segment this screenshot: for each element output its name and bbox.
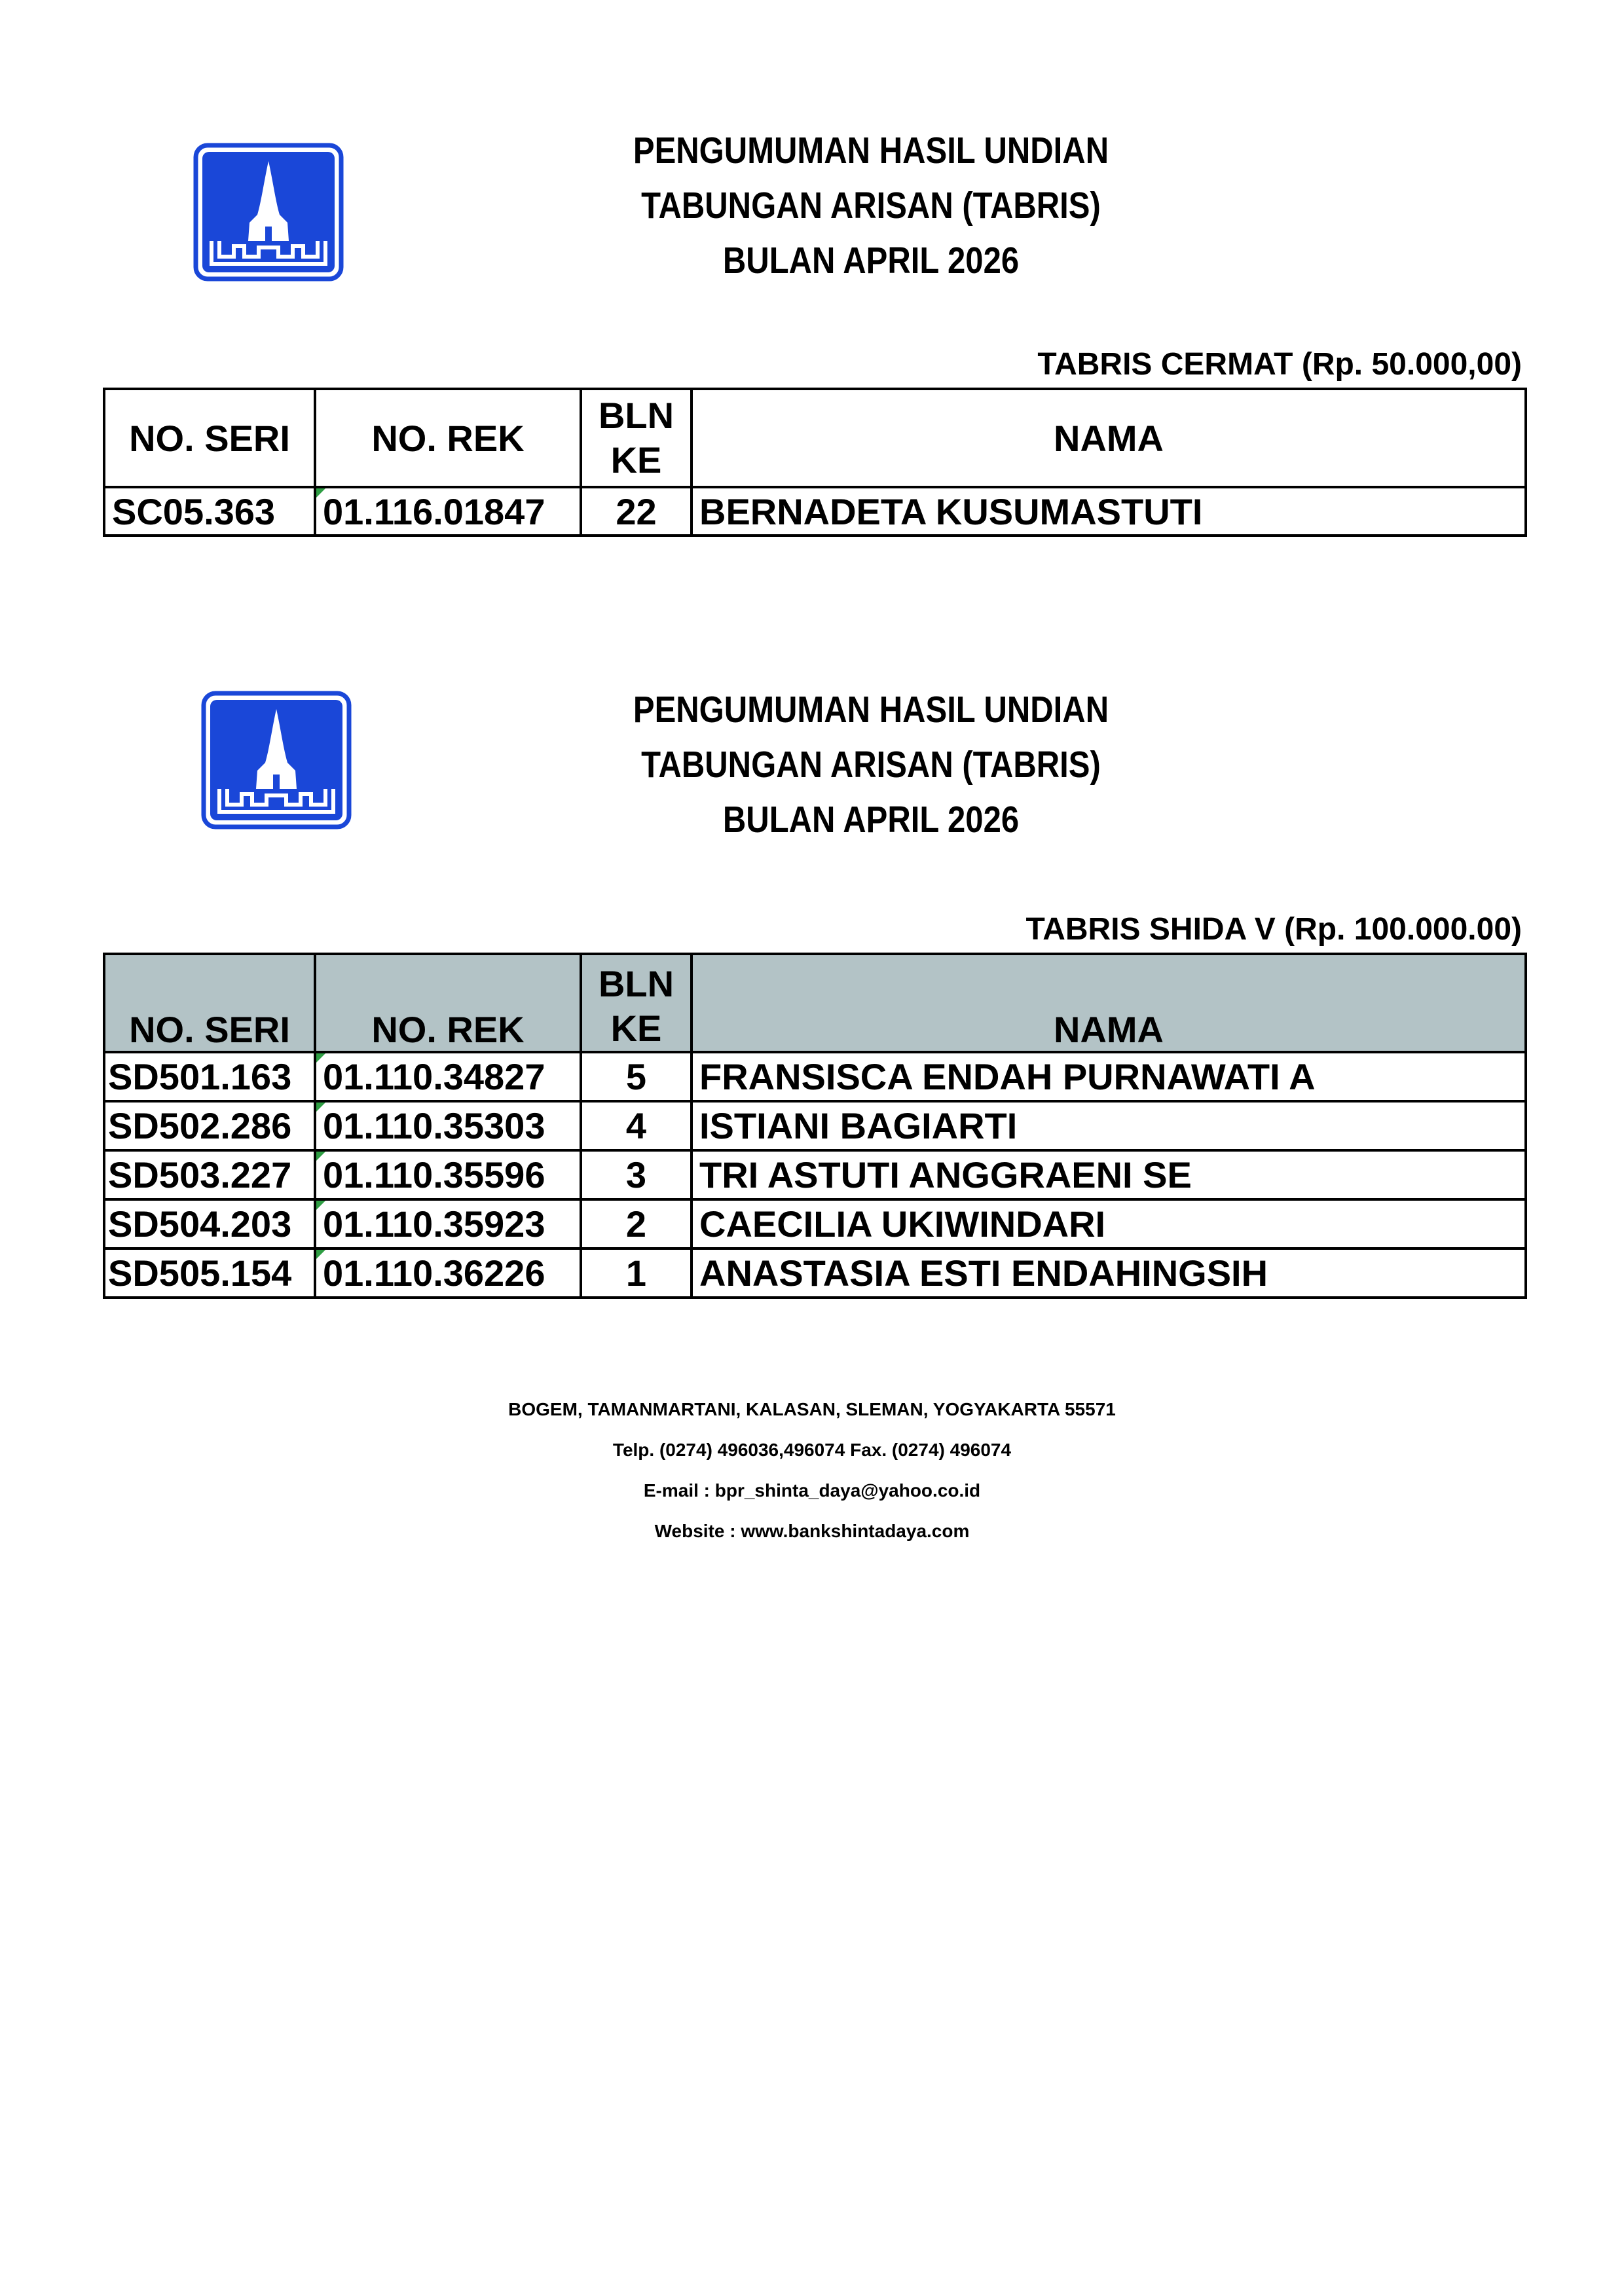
cell-no-seri: SD501.163 bbox=[104, 1052, 315, 1101]
cell-bln-ke: 2 bbox=[581, 1199, 692, 1248]
footer-email: E-mail : bpr_shinta_daya@yahoo.co.id bbox=[643, 1480, 981, 1501]
cell-bln-ke: 22 bbox=[581, 487, 692, 536]
cell-nama: TRI ASTUTI ANGGRAENI SE bbox=[692, 1150, 1526, 1199]
col-bln-ke: BLN KE bbox=[581, 389, 692, 487]
cell-no-rek: 01.110.35596 bbox=[315, 1150, 581, 1199]
title-line-2: TABUNGAN ARISAN (TABRIS) bbox=[641, 185, 1101, 227]
footer-phone: Telp. (0274) 496036,496074 Fax. (0274) 496074 bbox=[612, 1440, 1012, 1460]
bank-logo-icon bbox=[193, 143, 344, 282]
cell-no-rek: 01.110.35923 bbox=[315, 1199, 581, 1248]
cell-nama: BERNADETA KUSUMASTUTI bbox=[692, 487, 1526, 536]
cell-no-rek: 01.110.36226 bbox=[315, 1248, 581, 1298]
cell-bln-ke: 1 bbox=[581, 1248, 692, 1298]
cell-nama: ISTIANI BAGIARTI bbox=[692, 1101, 1526, 1150]
cell-bln-ke: 4 bbox=[581, 1101, 692, 1150]
title-line-3: BULAN APRIL 2026 bbox=[722, 240, 1020, 282]
cell-nama: CAECILIA UKIWINDARI bbox=[692, 1199, 1526, 1248]
table-row bbox=[104, 1052, 1526, 1101]
table-row bbox=[104, 1199, 1526, 1248]
product-label: TABRIS SHIDA V (Rp. 100.000.00) bbox=[1025, 912, 1522, 947]
col-nama: NAMA bbox=[692, 389, 1526, 487]
title-line-1: PENGUMUMAN HASIL UNDIAN bbox=[633, 689, 1109, 731]
cell-no-seri: SD505.154 bbox=[104, 1248, 315, 1298]
table-row bbox=[104, 1150, 1526, 1199]
col-no-seri: NO. SERI bbox=[104, 954, 315, 1052]
title-line-1: PENGUMUMAN HASIL UNDIAN bbox=[633, 130, 1109, 172]
col-no-rek: NO. REK bbox=[315, 954, 581, 1052]
cell-no-rek: 01.110.34827 bbox=[315, 1052, 581, 1101]
table-row bbox=[104, 1101, 1526, 1150]
winners-table-shida bbox=[103, 953, 1527, 1299]
col-no-rek: NO. REK bbox=[315, 389, 581, 487]
col-nama: NAMA bbox=[692, 954, 1526, 1052]
cell-no-rek: 01.110.35303 bbox=[315, 1101, 581, 1150]
cell-no-seri: SD504.203 bbox=[104, 1199, 315, 1248]
winners-table-cermat bbox=[103, 388, 1527, 537]
cell-nama: ANASTASIA ESTI ENDAHINGSIH bbox=[692, 1248, 1526, 1298]
col-bln-ke: BLN KE bbox=[581, 954, 692, 1052]
cell-bln-ke: 3 bbox=[581, 1150, 692, 1199]
product-label: TABRIS CERMAT (Rp. 50.000,00) bbox=[1037, 347, 1522, 382]
col-no-seri: NO. SERI bbox=[104, 389, 315, 487]
cell-no-seri: SD502.286 bbox=[104, 1101, 315, 1150]
title-line-3: BULAN APRIL 2026 bbox=[722, 799, 1020, 841]
cell-no-seri: SD503.227 bbox=[104, 1150, 315, 1199]
footer-address: BOGEM, TAMANMARTANI, KALASAN, SLEMAN, YOGYAKARTA 55571 bbox=[508, 1399, 1116, 1419]
cell-no-seri: SC05.363 bbox=[104, 487, 315, 536]
cell-nama: FRANSISCA ENDAH PURNAWATI A bbox=[692, 1052, 1526, 1101]
bank-logo-icon bbox=[201, 691, 352, 829]
table-row bbox=[104, 1248, 1526, 1298]
table-row bbox=[104, 487, 1526, 536]
footer-website: Website : www.bankshintadaya.com bbox=[654, 1521, 970, 1541]
cell-no-rek: 01.116.01847 bbox=[315, 487, 581, 536]
title-line-2: TABUNGAN ARISAN (TABRIS) bbox=[641, 744, 1101, 786]
cell-bln-ke: 5 bbox=[581, 1052, 692, 1101]
announcement-title bbox=[567, 682, 1175, 847]
announcement-title bbox=[567, 123, 1175, 288]
